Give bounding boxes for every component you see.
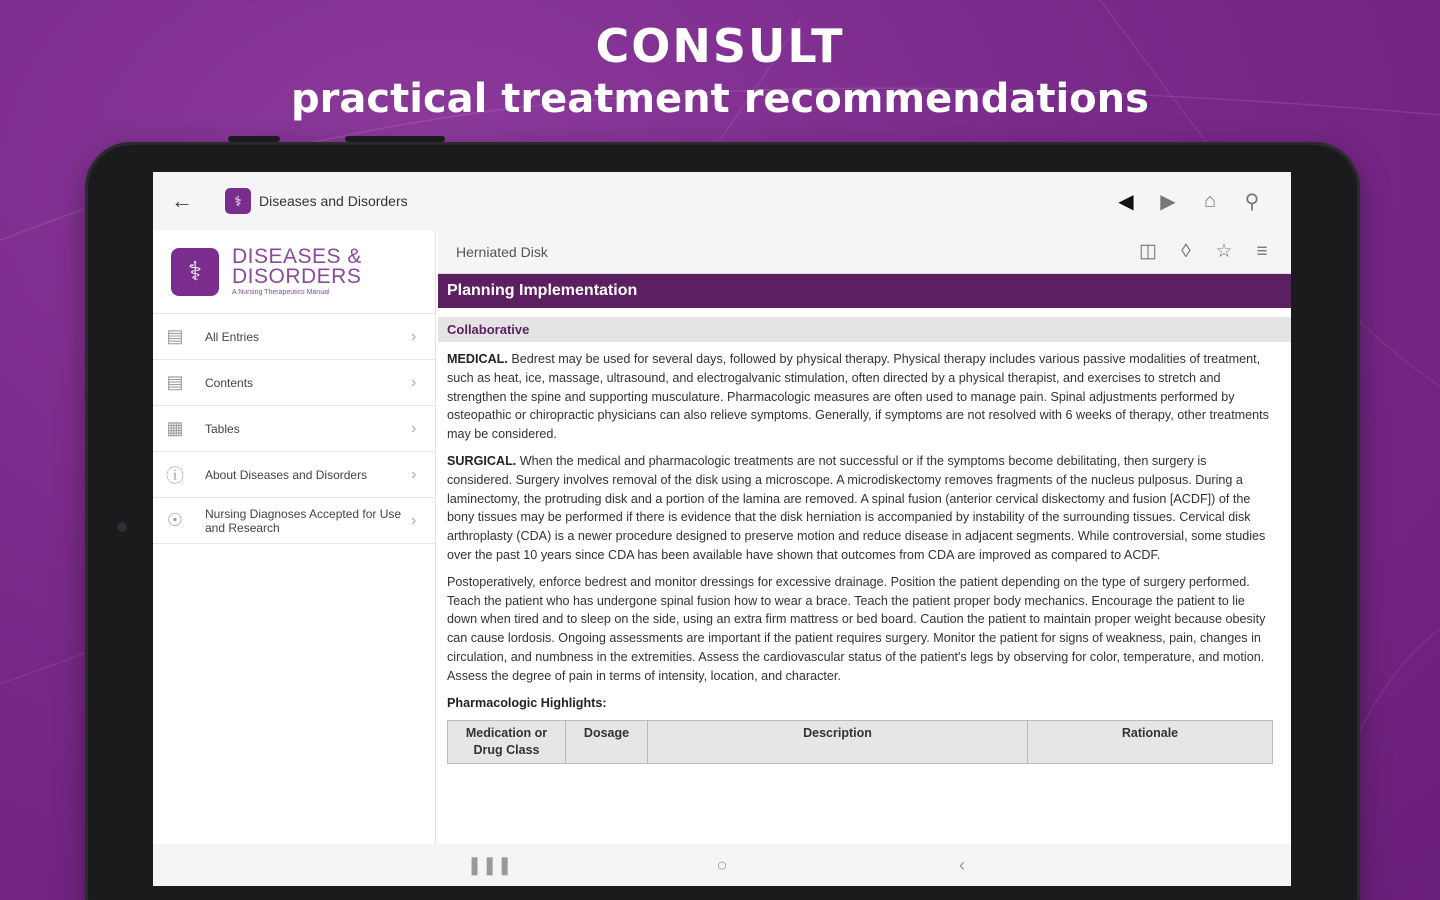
product-logo	[153, 230, 435, 314]
pharmacologic-highlights-title: Pharmacologic Highlights:	[447, 695, 607, 710]
article-body	[438, 342, 1291, 764]
logo-line2: DISORDERS	[232, 265, 362, 288]
notes-icon[interactable]: ◫	[1139, 241, 1157, 262]
surgical-text: When the medical and pharmacologic treatments are not successful or if the symptoms become debilitating, then surgery is considered. Surgery involves removal of the disk using a microscope. A microdiskectomy removes fragments of the nucleus pulposus. During a laminectomy, the protruding disk and a portion of the lamina are removed. A spinal fusion (anterior cervical diskectomy and fusion [ACDF]) of the bony tissues may be performed if there is evidence that the disk herniation is accompanied by instability of the surrounding tissues. Cervical disk arthroplasty (CDA) is a newer procedure designed to preserve motion and reduce disease in adjacent segments. While controversial, some studies over the past 10 years since CDA has been available have shown that outcomes from CDA are improved as compared to ACDF.	[447, 453, 1266, 562]
table-header-cell: Rationale	[1028, 721, 1273, 764]
logo-line1: DISEASES &	[232, 245, 362, 268]
chevron-right-icon: ›	[411, 327, 417, 345]
star-icon[interactable]: ☆	[1215, 241, 1233, 262]
home-icon[interactable]: ⌂	[1203, 189, 1217, 212]
globe-icon: ☉	[166, 510, 184, 530]
recent-apps-icon[interactable]: ❚❚❚	[467, 854, 513, 875]
app-title: Diseases and Disorders	[259, 193, 408, 209]
sidebar-item-label: About Diseases and Disorders	[205, 467, 368, 482]
document-title: Herniated Disk	[456, 243, 548, 260]
table-header-row	[448, 721, 1273, 764]
list-icon: ▤	[166, 326, 184, 346]
tablet-camera	[117, 522, 127, 532]
sidebar-item-label: Nursing Diagnoses Accepted for Use and Research	[205, 506, 402, 535]
sidebar-item-label: Contents	[205, 375, 254, 390]
outline-icon[interactable]: ≡	[1256, 240, 1268, 262]
surgical-label: SURGICAL.	[447, 453, 517, 468]
postop-paragraph: Postoperatively, enforce bedrest and monitor dressings for excessive drainage. Position the patient depending on the type of surgery performed. Teach the patient who has undergone spinal fusion how to wear a brace. Teach the patient proper body mechanics. Encourage the patient to lie down when tired and to sleep on the side, using an extra firm mattress or bed board. Caution the patient to maintain proper weight because obesity can cause lordosis. Ongoing assessments are important if the patient requires surgery. Monitor the patient for signs of weakness, pain, changes in circulation, and numbness in the extremities. Assess the cardiovascular status of the patient's legs by observing for color, temperature, and motion. Assess the degree of pain in terms of intensity, location, and character.	[447, 574, 1266, 683]
sidebar-item-nursing-diagnoses[interactable]	[153, 498, 435, 544]
sidebar-item-contents[interactable]	[153, 360, 435, 406]
sidebar-item-tables[interactable]	[153, 406, 435, 452]
sidebar-item-about[interactable]	[153, 452, 435, 498]
system-nav-bar	[153, 844, 1291, 886]
chevron-right-icon: ›	[411, 419, 417, 437]
table-header-cell: Dosage	[566, 721, 648, 764]
tablet-power-button	[345, 136, 445, 142]
sidebar-item-label: Tables	[205, 421, 240, 436]
medical-paragraph	[447, 350, 1273, 444]
table-icon: ▦	[166, 418, 184, 438]
pharmacologic-table	[447, 720, 1273, 764]
back-icon[interactable]: ‹	[959, 854, 965, 875]
back-arrow-icon[interactable]: ←	[171, 188, 193, 213]
subsection-heading: Collaborative	[438, 317, 1291, 342]
next-icon[interactable]: ▶	[1160, 190, 1176, 213]
sidebar	[153, 230, 436, 844]
document-toolbar	[438, 230, 1291, 274]
surgical-paragraph	[447, 452, 1273, 565]
chevron-right-icon: ›	[411, 465, 417, 483]
promo-subtitle: practical treatment recommendations	[291, 76, 1149, 122]
sidebar-item-label: All Entries	[205, 329, 260, 344]
sidebar-item-all-entries[interactable]	[153, 314, 435, 360]
previous-icon[interactable]: ◀	[1118, 190, 1134, 213]
tag-icon[interactable]: ◊	[1181, 240, 1191, 262]
chevron-right-icon: ›	[411, 373, 417, 391]
app-logo-icon: ⚕	[225, 188, 251, 214]
section-heading: Planning Implementation	[438, 274, 1291, 308]
logo-tagline: A Nursing Therapeutics Manual	[232, 289, 330, 296]
book-icon: ▤	[166, 372, 184, 392]
search-icon[interactable]: ⚲	[1244, 190, 1260, 213]
table-header-cell: Medication or Drug Class	[448, 721, 566, 764]
app-bar	[153, 172, 1291, 230]
chevron-right-icon: ›	[411, 511, 417, 529]
medical-text: Bedrest may be used for several days, followed by physical therapy. Physical therapy includes various passive modalities of treatment, such as heat, ice, massage, ultrasound, and electrogalvanic stimulation, often directed by a physical therapist, and exercises to stretch and strengthen the spine and supporting musculature. Pharmacologic measures are often used to manage pain. Spinal adjustments performed by osteopathic or chiropractic physicians can also relieve symptoms. Generally, if symptoms are not resolved with 6 weeks of therapy, other treatments may be considered.	[447, 352, 1269, 442]
medical-label: MEDICAL.	[447, 352, 508, 366]
promo-title: CONSULT	[595, 19, 845, 73]
logo-badge-icon: ⚕	[171, 248, 219, 296]
table-header-cell: Description	[648, 721, 1028, 764]
app-screen	[153, 172, 1291, 886]
content-pane	[438, 230, 1291, 844]
tablet-volume-button	[228, 136, 280, 142]
info-icon: ⓘ	[166, 465, 184, 486]
promo-header	[0, 18, 1440, 124]
home-circle-icon[interactable]: ○	[716, 854, 728, 875]
